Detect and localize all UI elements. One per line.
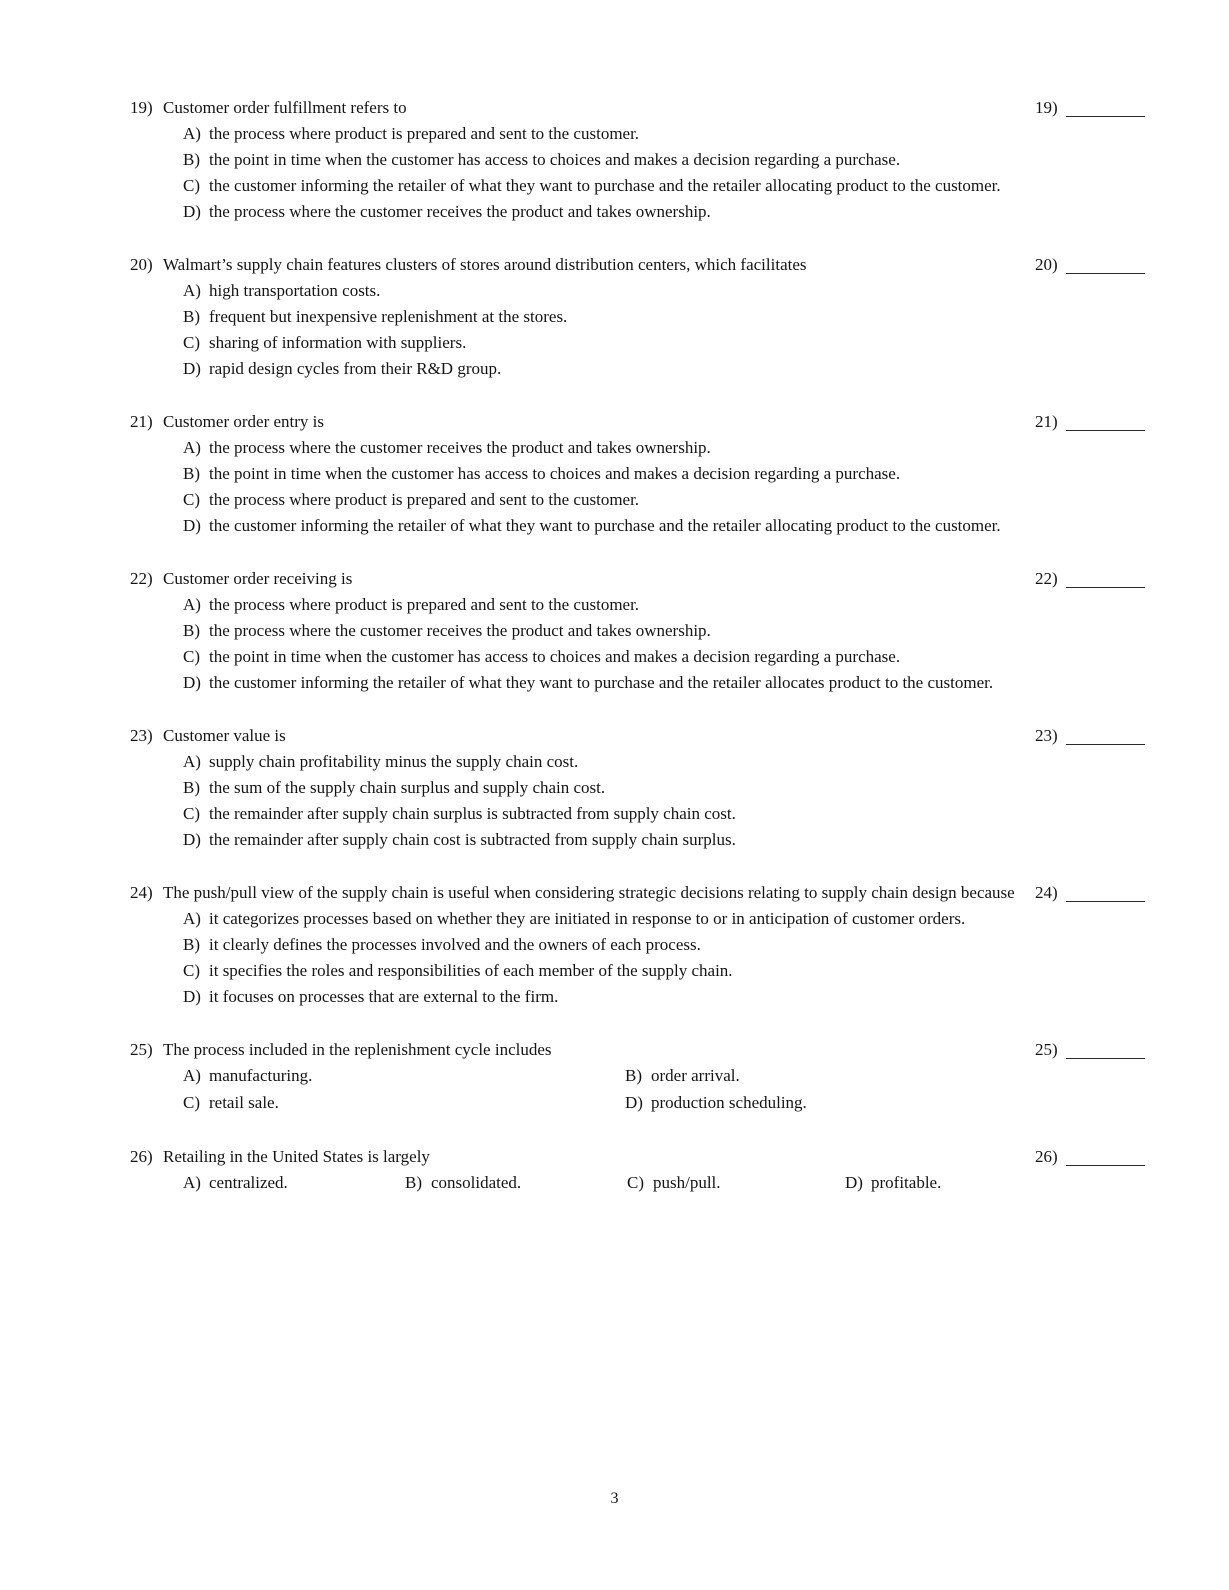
question-body bbox=[130, 252, 1035, 382]
choice-text: profitable. bbox=[871, 1173, 942, 1192]
choice-item bbox=[183, 487, 1021, 513]
question-number: 22) bbox=[130, 569, 153, 588]
choice-item bbox=[183, 749, 1021, 775]
choice-label: A) bbox=[183, 281, 201, 300]
answer-slot bbox=[1035, 252, 1145, 278]
choice-label: A) bbox=[183, 909, 201, 928]
answer-number: 22) bbox=[1035, 569, 1058, 588]
choice-text: production scheduling. bbox=[651, 1093, 807, 1112]
choice-text: retail sale. bbox=[209, 1093, 279, 1112]
answer-number: 26) bbox=[1035, 1147, 1058, 1166]
choice-item bbox=[183, 1170, 405, 1196]
answer-number: 24) bbox=[1035, 883, 1058, 902]
answer-number: 23) bbox=[1035, 726, 1058, 745]
choice-item bbox=[183, 1090, 625, 1117]
choice-text: high transportation costs. bbox=[209, 281, 381, 300]
question-number: 21) bbox=[130, 412, 153, 431]
choice-text: it categorizes processes based on whether they are initiated in response to or in anticipation of customer orders. bbox=[209, 909, 966, 928]
choice-item bbox=[183, 121, 1021, 147]
choice-label: D) bbox=[625, 1093, 643, 1112]
choice-label: C) bbox=[183, 961, 200, 980]
choice-item bbox=[183, 592, 1021, 618]
choices-list bbox=[130, 906, 1021, 1010]
choice-text: it clearly defines the processes involved and the owners of each process. bbox=[209, 935, 701, 954]
answer-slot bbox=[1035, 566, 1145, 592]
answer-slot bbox=[1035, 880, 1145, 906]
choices-list bbox=[130, 278, 1021, 382]
choice-label: D) bbox=[183, 516, 201, 535]
choice-label: A) bbox=[183, 595, 201, 614]
question-26 bbox=[130, 1144, 1145, 1196]
question-number: 20) bbox=[130, 255, 153, 274]
choice-text: the point in time when the customer has access to choices and makes a decision regarding a purchase. bbox=[209, 150, 901, 169]
choice-text: it specifies the roles and responsibilities of each member of the supply chain. bbox=[209, 961, 733, 980]
question-text: Customer order entry is bbox=[163, 412, 324, 431]
answer-number: 21) bbox=[1035, 412, 1058, 431]
choice-label: B) bbox=[405, 1173, 422, 1192]
choice-item bbox=[183, 906, 1021, 932]
choice-item bbox=[183, 513, 1021, 539]
choice-text: the process where product is prepared and sent to the customer. bbox=[209, 490, 640, 509]
choice-label: C) bbox=[183, 647, 200, 666]
choice-label: D) bbox=[183, 202, 201, 221]
question-number: 24) bbox=[130, 883, 153, 902]
question-23 bbox=[130, 723, 1145, 853]
question-21 bbox=[130, 409, 1145, 539]
answer-blank[interactable] bbox=[1066, 1144, 1145, 1166]
choice-label: B) bbox=[183, 307, 200, 326]
choice-text: rapid design cycles from their R&D group. bbox=[209, 359, 502, 378]
question-24 bbox=[130, 880, 1145, 1010]
choice-item bbox=[183, 984, 1021, 1010]
choice-item bbox=[625, 1090, 1021, 1117]
choice-text: the process where product is prepared and sent to the customer. bbox=[209, 124, 640, 143]
answer-slot bbox=[1035, 723, 1145, 749]
choice-label: C) bbox=[183, 176, 200, 195]
choice-item bbox=[183, 356, 1021, 382]
question-number: 19) bbox=[130, 98, 153, 117]
choice-item bbox=[183, 199, 1021, 225]
question-body bbox=[130, 409, 1035, 539]
answer-number: 19) bbox=[1035, 98, 1058, 117]
choices-list bbox=[130, 1170, 1021, 1196]
choice-item bbox=[183, 435, 1021, 461]
answer-blank[interactable] bbox=[1066, 880, 1145, 902]
choice-text: the process where product is prepared and sent to the customer. bbox=[209, 595, 640, 614]
choices-list bbox=[130, 592, 1021, 696]
choice-text: sharing of information with suppliers. bbox=[209, 333, 467, 352]
choice-item bbox=[183, 304, 1021, 330]
choice-item bbox=[183, 618, 1021, 644]
choice-item bbox=[405, 1170, 627, 1196]
choice-label: B) bbox=[625, 1066, 642, 1085]
choice-item bbox=[183, 147, 1021, 173]
choice-text: the customer informing the retailer of what they want to purchase and the retailer allocating product to the customer. bbox=[209, 516, 1001, 535]
choices-list bbox=[130, 435, 1021, 539]
choice-label: A) bbox=[183, 1173, 201, 1192]
choice-label: B) bbox=[183, 778, 200, 797]
choice-text: push/pull. bbox=[653, 1173, 721, 1192]
answer-number: 25) bbox=[1035, 1040, 1058, 1059]
choice-item bbox=[183, 775, 1021, 801]
question-25 bbox=[130, 1037, 1145, 1117]
choice-label: A) bbox=[183, 438, 201, 457]
answer-blank[interactable] bbox=[1066, 409, 1145, 431]
choice-label: D) bbox=[183, 987, 201, 1006]
question-number: 25) bbox=[130, 1040, 153, 1059]
page-footer bbox=[0, 1490, 1229, 1508]
choice-label: D) bbox=[845, 1173, 863, 1192]
choice-label: B) bbox=[183, 621, 200, 640]
choice-text: the point in time when the customer has access to choices and makes a decision regarding a purchase. bbox=[209, 647, 901, 666]
question-text: The process included in the replenishment cycle includes bbox=[163, 1040, 552, 1059]
choice-text: the process where the customer receives the product and takes ownership. bbox=[209, 621, 711, 640]
choice-text: the sum of the supply chain surplus and supply chain cost. bbox=[209, 778, 606, 797]
choice-item bbox=[183, 827, 1021, 853]
choice-text: order arrival. bbox=[651, 1066, 740, 1085]
question-22 bbox=[130, 566, 1145, 696]
choice-item bbox=[845, 1170, 1021, 1196]
choice-text: the process where the customer receives the product and takes ownership. bbox=[209, 202, 711, 221]
answer-blank[interactable] bbox=[1066, 566, 1145, 588]
answer-slot bbox=[1035, 95, 1145, 121]
choice-text: frequent but inexpensive replenishment at the stores. bbox=[209, 307, 568, 326]
choices-list bbox=[130, 121, 1021, 225]
choices-list bbox=[130, 1063, 1021, 1117]
answer-blank[interactable] bbox=[1066, 95, 1145, 117]
answer-blank[interactable] bbox=[1066, 723, 1145, 745]
answer-number: 20) bbox=[1035, 255, 1058, 274]
choice-text: consolidated. bbox=[431, 1173, 522, 1192]
choice-item bbox=[183, 330, 1021, 356]
question-number: 23) bbox=[130, 726, 153, 745]
choice-label: C) bbox=[627, 1173, 644, 1192]
choice-text: the remainder after supply chain surplus is subtracted from supply chain cost. bbox=[209, 804, 736, 823]
choice-text: the customer informing the retailer of what they want to purchase and the retailer allocating product to the customer. bbox=[209, 176, 1001, 195]
question-text: Customer order fulfillment refers to bbox=[163, 98, 407, 117]
choice-text: manufacturing. bbox=[209, 1066, 313, 1085]
choice-text: the process where the customer receives the product and takes ownership. bbox=[209, 438, 711, 457]
choice-label: D) bbox=[183, 830, 201, 849]
question-text: Customer value is bbox=[163, 726, 286, 745]
choice-item bbox=[183, 932, 1021, 958]
choice-label: A) bbox=[183, 752, 201, 771]
choice-label: B) bbox=[183, 935, 200, 954]
question-text: Retailing in the United States is largely bbox=[163, 1147, 430, 1166]
question-20 bbox=[130, 252, 1145, 382]
choice-item bbox=[183, 1063, 625, 1090]
choice-text: supply chain profitability minus the supply chain cost. bbox=[209, 752, 579, 771]
question-body bbox=[130, 566, 1035, 696]
question-text: Customer order receiving is bbox=[163, 569, 353, 588]
choice-item bbox=[625, 1063, 1021, 1090]
choice-label: C) bbox=[183, 1093, 200, 1112]
question-number: 26) bbox=[130, 1147, 153, 1166]
choice-item bbox=[183, 801, 1021, 827]
choices-list bbox=[130, 749, 1021, 853]
page-number: 3 bbox=[610, 1490, 619, 1507]
choice-item bbox=[183, 644, 1021, 670]
choice-text: it focuses on processes that are external to the firm. bbox=[209, 987, 559, 1006]
choice-label: A) bbox=[183, 1066, 201, 1085]
choice-item bbox=[183, 958, 1021, 984]
choice-text: centralized. bbox=[209, 1173, 288, 1192]
question-body bbox=[130, 95, 1035, 225]
choice-label: B) bbox=[183, 150, 200, 169]
choice-item bbox=[183, 670, 1021, 696]
question-text: The push/pull view of the supply chain is useful when considering strategic decisions relating to supply chain design because bbox=[163, 883, 1015, 902]
choice-item bbox=[627, 1170, 845, 1196]
choice-text: the point in time when the customer has access to choices and makes a decision regarding a purchase. bbox=[209, 464, 901, 483]
choice-label: C) bbox=[183, 804, 200, 823]
question-body bbox=[130, 723, 1035, 853]
choice-item bbox=[183, 173, 1021, 199]
choice-label: C) bbox=[183, 333, 200, 352]
question-body bbox=[130, 1144, 1035, 1196]
answer-slot bbox=[1035, 1037, 1145, 1063]
answer-blank[interactable] bbox=[1066, 1037, 1145, 1059]
choice-label: D) bbox=[183, 673, 201, 692]
choice-label: D) bbox=[183, 359, 201, 378]
choice-text: the remainder after supply chain cost is subtracted from supply chain surplus. bbox=[209, 830, 736, 849]
question-body bbox=[130, 880, 1035, 1010]
choice-label: C) bbox=[183, 490, 200, 509]
question-text: Walmart’s supply chain features clusters of stores around distribution centers, which facilitates bbox=[163, 255, 807, 274]
choice-item bbox=[183, 278, 1021, 304]
answer-blank[interactable] bbox=[1066, 252, 1145, 274]
choice-text: the customer informing the retailer of what they want to purchase and the retailer allocates product to the customer. bbox=[209, 673, 994, 692]
choice-item bbox=[183, 461, 1021, 487]
question-19 bbox=[130, 95, 1145, 225]
choice-label: B) bbox=[183, 464, 200, 483]
question-body bbox=[130, 1037, 1035, 1117]
answer-slot bbox=[1035, 1144, 1145, 1170]
answer-slot bbox=[1035, 409, 1145, 435]
choice-label: A) bbox=[183, 124, 201, 143]
